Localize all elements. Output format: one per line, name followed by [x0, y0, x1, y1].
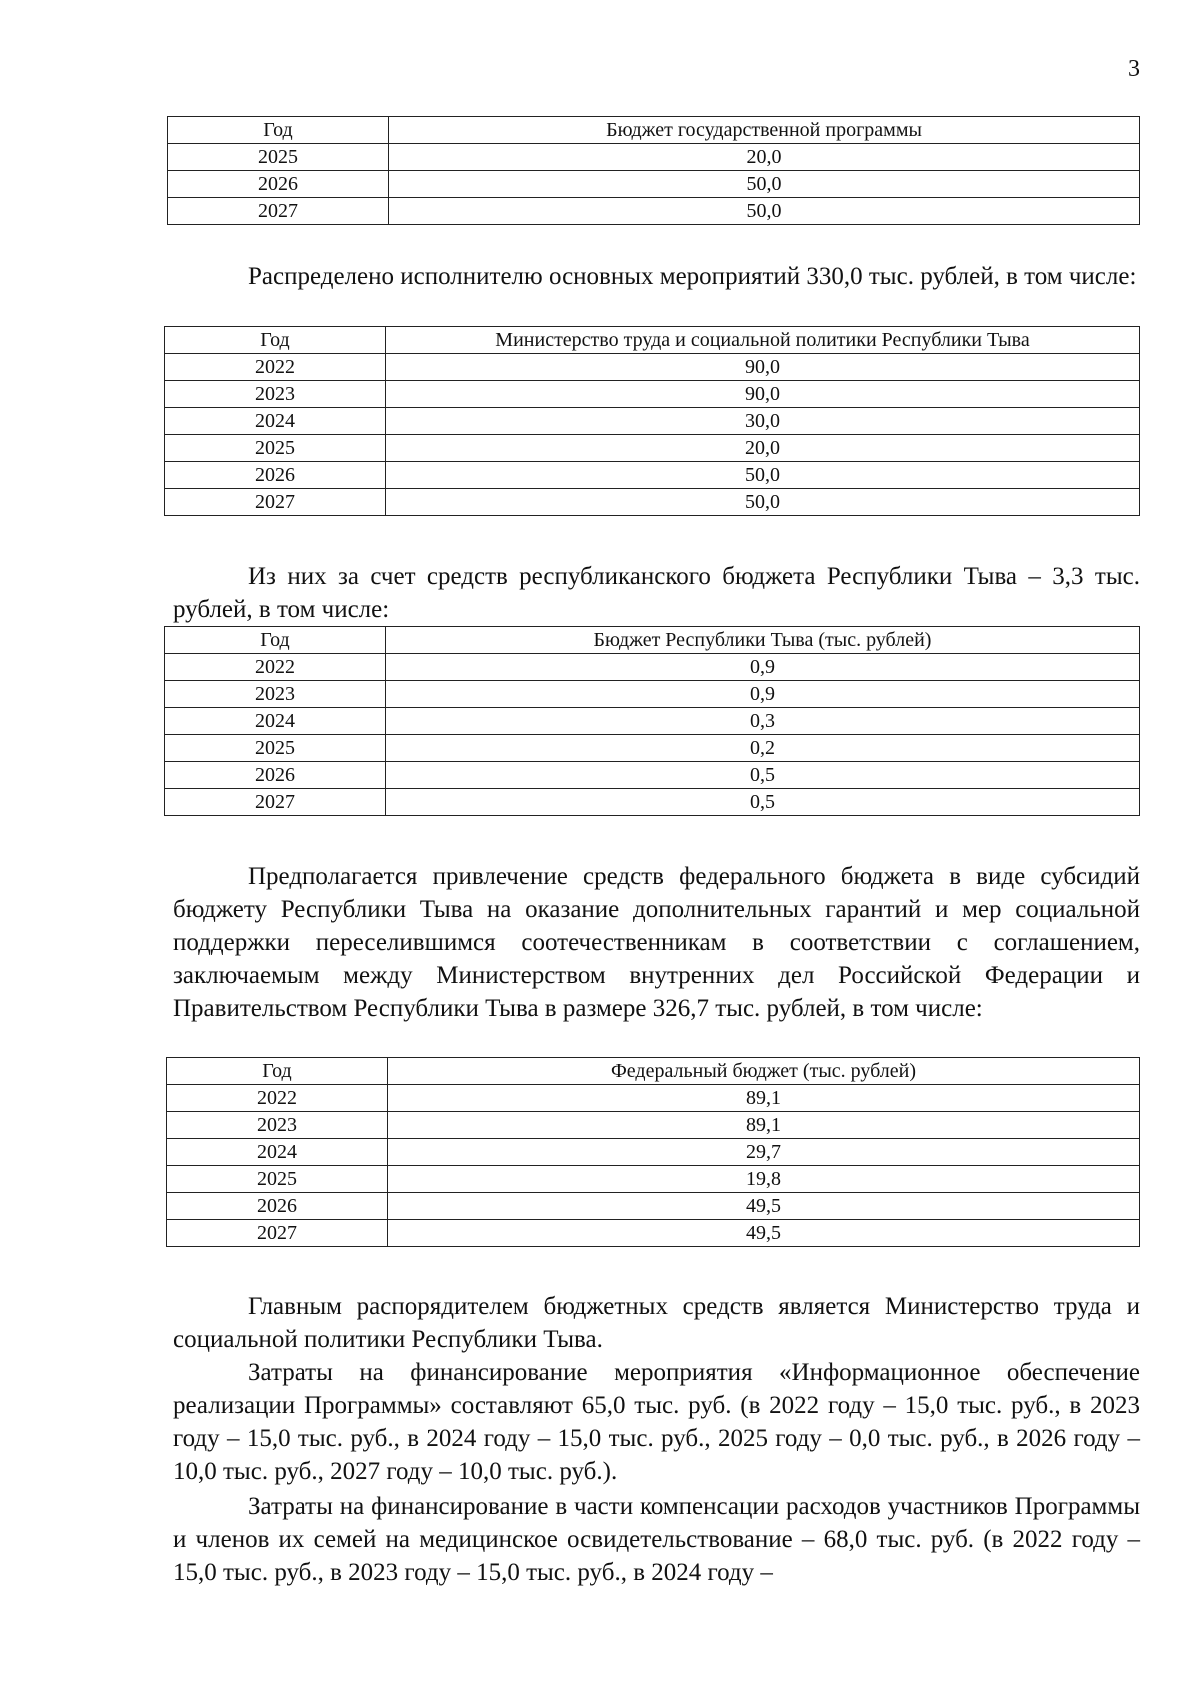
cell-value: 50,0	[389, 171, 1140, 198]
federal-budget-table	[166, 1057, 1140, 1247]
paragraph-federal-subsidies	[173, 860, 1140, 1025]
ministry-table	[164, 326, 1140, 516]
cell-year: 2027	[165, 789, 386, 816]
cell-value: 0,3	[386, 708, 1140, 735]
table-row	[165, 654, 1140, 681]
table-row	[167, 1139, 1140, 1166]
cell-year: 2023	[165, 381, 386, 408]
cell-value: 30,0	[386, 408, 1140, 435]
cell-year: 2027	[167, 1220, 388, 1247]
cell-year: 2024	[165, 708, 386, 735]
cell-year: 2023	[165, 681, 386, 708]
paragraph-text: Предполагается привлечение средств федерального бюджета в виде субсидий бюджету Республики Тыва на оказание дополнительных гарантий и мер социальной поддержки переселившимся соотечественникам в соответствии с соглашением, заключаемым между Министерством внутренних дел Российской Федерации и Правительством Республики Тыва в размере 326,7 тыс. рублей, в том числе:	[173, 863, 1140, 1022]
cell-value: 20,0	[386, 435, 1140, 462]
table-header-row	[165, 627, 1140, 654]
table-row	[168, 144, 1140, 171]
cell-value: 89,1	[388, 1085, 1140, 1112]
paragraph-information-costs	[173, 1356, 1140, 1488]
paragraph-text: Распределено исполнителю основных мероприятий 330,0 тыс. рублей, в том числе:	[248, 263, 1137, 290]
table-row	[165, 708, 1140, 735]
table-row	[165, 762, 1140, 789]
header-year: Год	[165, 327, 386, 354]
cell-value: 0,5	[386, 762, 1140, 789]
paragraph-main-administrator	[173, 1290, 1140, 1356]
cell-value: 49,5	[388, 1220, 1140, 1247]
cell-year: 2022	[167, 1085, 388, 1112]
paragraph-republic-budget	[173, 560, 1140, 626]
cell-value: 50,0	[386, 489, 1140, 516]
cell-year: 2026	[168, 171, 389, 198]
header-ministry: Министерство труда и социальной политики Республики Тыва	[386, 327, 1140, 354]
cell-year: 2023	[167, 1112, 388, 1139]
header-republic-budget: Бюджет Республики Тыва (тыс. рублей)	[386, 627, 1140, 654]
cell-value: 50,0	[389, 198, 1140, 225]
table-row	[167, 1085, 1140, 1112]
cell-year: 2022	[165, 354, 386, 381]
cell-value: 90,0	[386, 381, 1140, 408]
table-row	[165, 681, 1140, 708]
table-row	[165, 354, 1140, 381]
header-year: Год	[165, 627, 386, 654]
table-row	[167, 1112, 1140, 1139]
cell-year: 2025	[165, 735, 386, 762]
header-federal-budget: Федеральный бюджет (тыс. рублей)	[388, 1058, 1140, 1085]
table-row	[165, 489, 1140, 516]
table-row	[165, 735, 1140, 762]
table-row	[167, 1166, 1140, 1193]
page-number: 3	[1128, 56, 1140, 82]
cell-year: 2025	[165, 435, 386, 462]
header-budget: Бюджет государственной программы	[389, 117, 1140, 144]
paragraph-text: Главным распорядителем бюджетных средств является Министерство труда и социальной политики Республики Тыва.	[173, 1293, 1140, 1353]
cell-value: 0,5	[386, 789, 1140, 816]
table-row	[165, 435, 1140, 462]
cell-year: 2026	[165, 462, 386, 489]
cell-value: 20,0	[389, 144, 1140, 171]
table-row	[165, 462, 1140, 489]
cell-year: 2022	[165, 654, 386, 681]
table-row	[168, 198, 1140, 225]
table-row	[167, 1220, 1140, 1247]
cell-year: 2025	[167, 1166, 388, 1193]
cell-year: 2025	[168, 144, 389, 171]
cell-year: 2026	[165, 762, 386, 789]
table-row	[167, 1193, 1140, 1220]
republic-budget-table	[164, 626, 1140, 816]
cell-year: 2024	[167, 1139, 388, 1166]
table-header-row	[167, 1058, 1140, 1085]
table-row	[165, 789, 1140, 816]
paragraph-medical-costs	[173, 1490, 1140, 1589]
cell-value: 50,0	[386, 462, 1140, 489]
paragraph-distribution	[173, 260, 1140, 293]
table-row	[168, 171, 1140, 198]
cell-value: 0,9	[386, 681, 1140, 708]
cell-year: 2024	[165, 408, 386, 435]
cell-value: 0,9	[386, 654, 1140, 681]
cell-value: 0,2	[386, 735, 1140, 762]
paragraph-text: Затраты на финансирование мероприятия «Информационное обеспечение реализации Программы» составляют 65,0 тыс. руб. (в 2022 году – 15,0 тыс. руб., в 2023 году – 15,0 тыс. руб., в 2024 году – 15,0 тыс. руб., 2025 году – 0,0 тыс. руб., в 2026 году – 10,0 тыс. руб., 2027 году – 10,0 тыс. руб.).	[173, 1359, 1140, 1485]
table-header-row	[168, 117, 1140, 144]
paragraph-text: Из них за счет средств республиканского бюджета Республики Тыва – 3,3 тыс. рублей, в том числе:	[173, 563, 1140, 623]
header-year: Год	[167, 1058, 388, 1085]
table-row	[165, 408, 1140, 435]
table-header-row	[165, 327, 1140, 354]
cell-year: 2027	[168, 198, 389, 225]
cell-value: 49,5	[388, 1193, 1140, 1220]
paragraph-text: Затраты на финансирование в части компенсации расходов участников Программы и членов их семей на медицинское освидетельствование – 68,0 тыс. руб. (в 2022 году – 15,0 тыс. руб., в 2023 году – 15,0 тыс. руб., в 2024 году –	[173, 1493, 1140, 1586]
cell-value: 89,1	[388, 1112, 1140, 1139]
budget-program-table	[167, 116, 1140, 225]
cell-year: 2027	[165, 489, 386, 516]
header-year: Год	[168, 117, 389, 144]
cell-value: 19,8	[388, 1166, 1140, 1193]
cell-value: 90,0	[386, 354, 1140, 381]
cell-year: 2026	[167, 1193, 388, 1220]
table-row	[165, 381, 1140, 408]
cell-value: 29,7	[388, 1139, 1140, 1166]
